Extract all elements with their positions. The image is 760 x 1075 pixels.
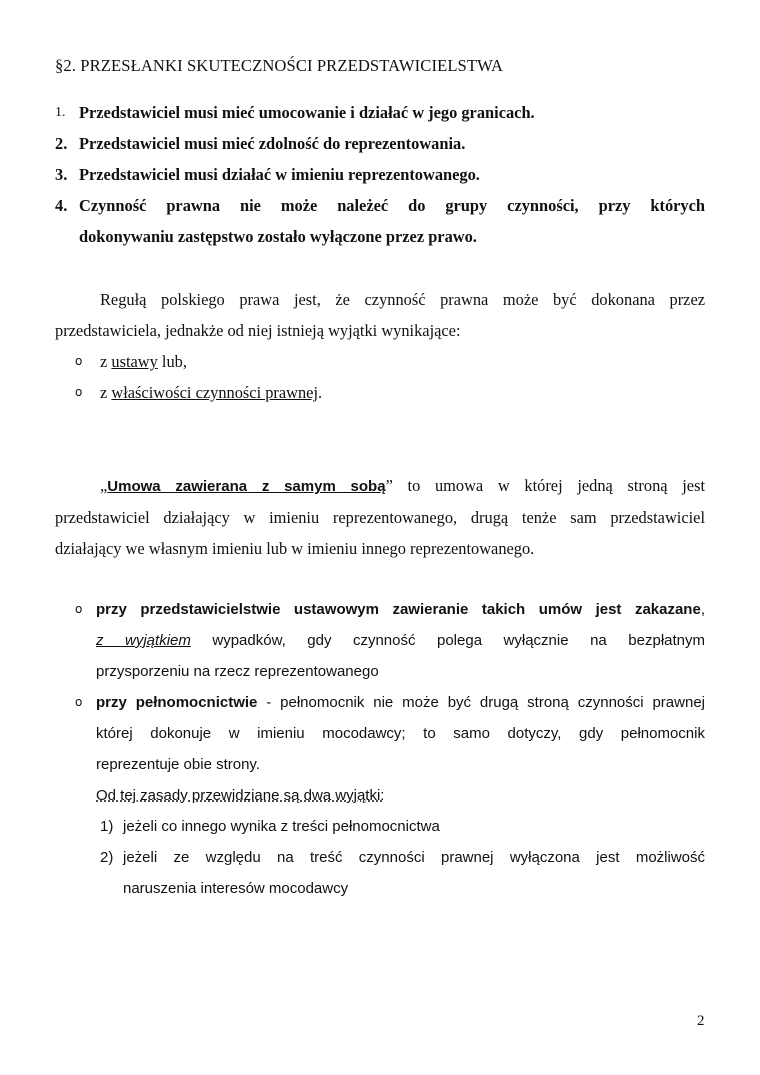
exception-prefix: z [100, 383, 112, 402]
condition-number: 2. [55, 134, 68, 153]
statutory-rule: przy przedstawicielstwie ustawowym zawieranie takich umów jest zakazane [96, 601, 701, 618]
power-of-attorney-case [75, 687, 705, 811]
statutory-case-line [96, 594, 705, 625]
poa-exception-item [100, 842, 705, 904]
statutory-case-line: przysporzeniu na rzecz reprezentowanego [96, 663, 379, 680]
condition-item [55, 190, 705, 252]
open-quote: „ [100, 476, 108, 495]
exception-word: z wyjątkiem [96, 632, 191, 649]
comma: , [700, 601, 705, 618]
bullet-marker: o [75, 602, 83, 616]
rule-paragraph-line: Regułą polskiego prawa jest, że czynność prawna może być dokonana przez [100, 290, 705, 309]
section-title: §2. PRZESŁANKI SKUTECZNOŚCI PRZEDSTAWICIELSTWA [55, 56, 504, 75]
poa-lead: przy pełnomocnictwie [96, 694, 258, 711]
exception-source: właściwości czynności prawnej [111, 383, 319, 402]
defined-term: Umowa zawierana z samym sobą [107, 478, 386, 495]
exception-suffix: lub, [157, 352, 187, 371]
definition-text: ” to umowa w której jedną stroną jest [385, 476, 705, 495]
condition-text-line: Czynność prawna nie może należeć do grupy czynności, przy których [79, 196, 705, 215]
poa-case-line: reprezentuje obie strony. [96, 756, 260, 773]
exception-prefix: z [100, 352, 112, 371]
condition-item [55, 128, 705, 159]
condition-text: Przedstawiciel musi mieć zdolność do reprezentowania. [79, 134, 466, 153]
exceptions-intro: Od tej zasady przewidziane są dwa wyjątki: [96, 787, 385, 804]
poa-exception-item [100, 811, 705, 842]
condition-number: 3. [55, 165, 68, 184]
statutory-case [75, 594, 705, 687]
poa-exception-text: naruszenia interesów mocodawcy [123, 880, 349, 897]
condition-item [55, 97, 705, 128]
condition-number: 1. [55, 105, 66, 120]
rule-paragraph-line: przedstawiciela, jednakże od niej istnieją wyjątki wynikające: [55, 321, 461, 340]
poa-exception-number: 2) [100, 849, 114, 866]
poa-exception-text: jeżeli co innego wynika z treści pełnomocnictwa [123, 818, 440, 835]
exception-item [75, 346, 187, 377]
condition-number: 4. [55, 196, 68, 215]
poa-text: - pełnomocnik nie może być drugą stroną czynności prawnej [257, 694, 705, 711]
definition-line [55, 470, 705, 502]
statutory-case-text: wypadków, gdy czynność polega wyłącznie na bezpłatnym [190, 632, 705, 649]
condition-text [79, 190, 705, 252]
exception-suffix: . [318, 383, 323, 402]
condition-text-line: dokonywaniu zastępstwo zostało wyłączone przez prawo. [79, 227, 477, 246]
poa-exception-text: jeżeli ze względu na treść czynności prawnej wyłączona jest możliwość [123, 849, 705, 866]
definition-line: działający we własnym imieniu lub w imieniu innego reprezentowanego. [55, 539, 535, 558]
condition-text: Przedstawiciel musi działać w imieniu reprezentowanego. [79, 165, 480, 184]
condition-item [55, 159, 705, 190]
rule-paragraph [55, 284, 705, 346]
bullet-marker: o [75, 385, 83, 399]
definition-paragraph [55, 470, 705, 564]
condition-text: Przedstawiciel musi mieć umocowanie i działać w jego granicach. [79, 103, 535, 122]
exception-source: ustawy [111, 352, 158, 371]
bullet-marker: o [75, 354, 83, 368]
poa-case-line: której dokonuje w imieniu mocodawcy; to samo dotyczy, gdy pełnomocnik [96, 725, 705, 742]
statutory-case-line [96, 625, 705, 656]
bullet-marker: o [75, 695, 83, 709]
poa-exception-number: 1) [100, 818, 114, 835]
poa-case-line [96, 687, 705, 718]
exception-item [75, 377, 322, 408]
definition-line: przedstawiciel działający w imieniu reprezentowanego, drugą tenże sam przedstawiciel [55, 508, 705, 527]
page-number: 2 [697, 1013, 705, 1029]
